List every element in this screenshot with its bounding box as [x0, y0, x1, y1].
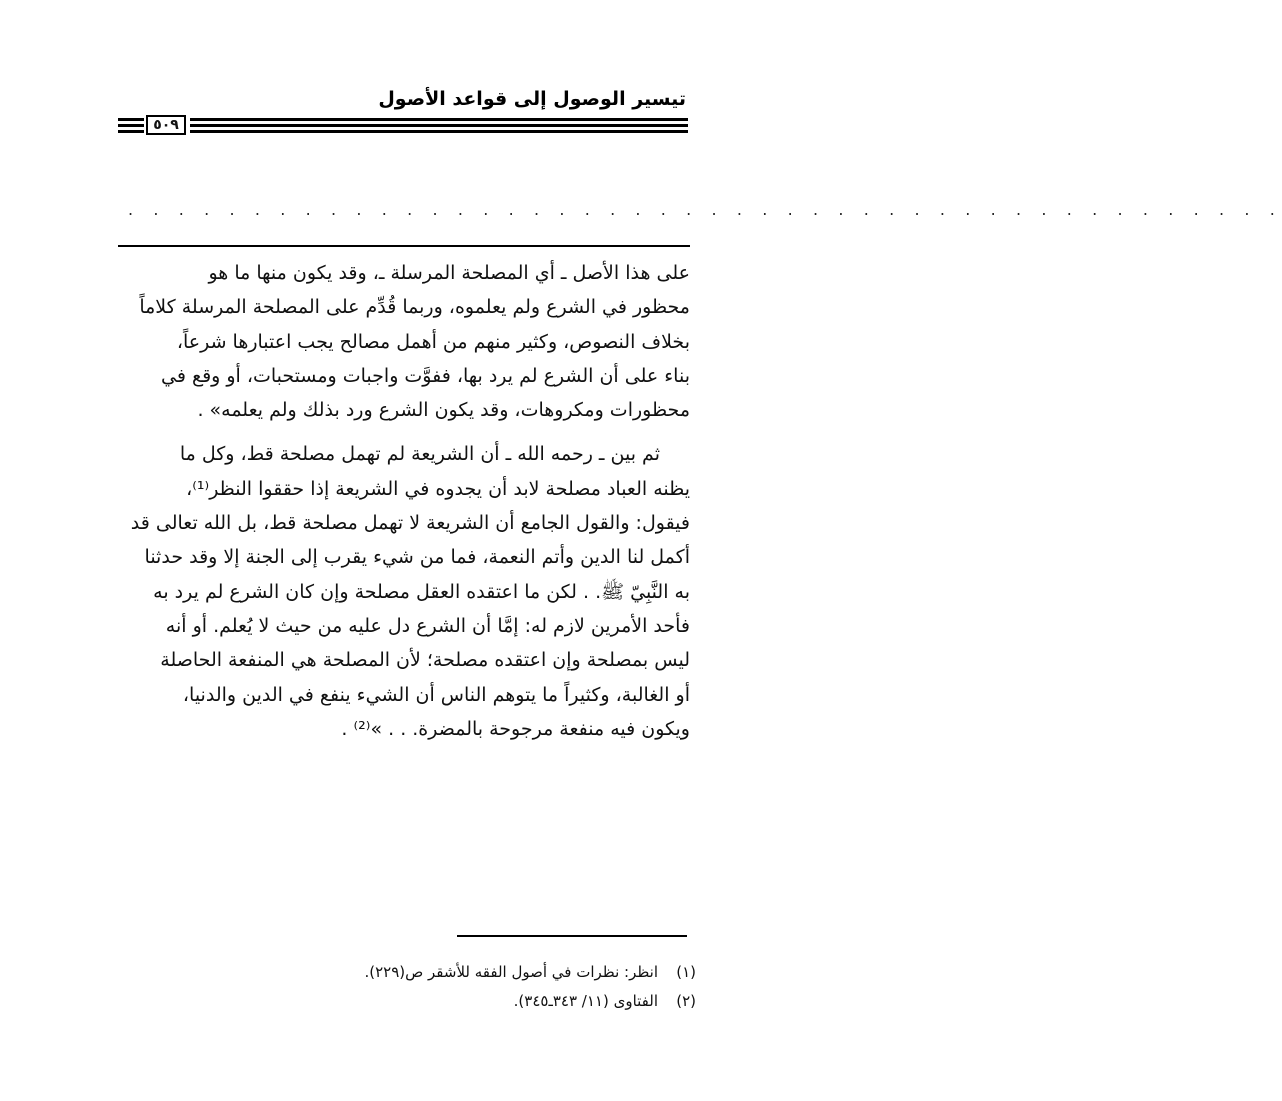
footnote-text: الفتاوى (١١/ ٣٤٣ـ٣٤٥). — [513, 992, 658, 1010]
text-line: فأحد الأمرين لازم له: إمَّا أن الشرع دل عليه من حيث لا يُعلم. أو أنه — [165, 614, 690, 637]
text-line: أكمل لنا الدين وأتم النعمة، فما من شيء يقرب إلى الجنة إلا وقد حدثنا — [144, 546, 690, 569]
paragraph-quote-continuation — [118, 256, 690, 427]
text-line: على هذا الأصل ـ أي المصلحة المرسلة ـ، وقد يكون منها ما هو — [208, 262, 690, 284]
text-line: ليس بمصلحة وإن اعتقده مصلحة؛ لأن المصلحة هي المنفعة الحاصلة — [160, 649, 690, 672]
footnote-number: (٢) — [676, 992, 696, 1010]
page-number: ٥٠٩ — [146, 115, 186, 135]
text-line: يظنه العباد مصلحة لابد أن يجدوه في الشريعة إذا حققوا النظر⁽¹⁾، — [186, 477, 690, 500]
header-rule — [190, 124, 688, 127]
footnote — [118, 958, 696, 987]
text-line: بناء على أن الشرع لم يرد بها، ففوَّت واجبات ومستحبات، أو وقع في — [161, 364, 690, 387]
text-line: أو الغالبة، وكثيراً ما يتوهم الناس أن الشيء ينفع في الدين والدنيا، — [182, 683, 690, 706]
header-rule — [118, 130, 144, 133]
text-line: بخلاف النصوص، وكثير منهم من أهمل مصالح يجب اعتبارها شرعاً، — [176, 330, 690, 353]
text-line: فيقول: والقول الجامع أن الشريعة لا تهمل مصلحة قط، بل الله تعالى قد — [130, 512, 690, 535]
header-rule — [118, 124, 144, 127]
header-rule — [190, 118, 688, 121]
text-line: محظورات ومكروهات، وقد يكون الشرع ورد بذلك ولم يعلمه» . — [197, 399, 690, 422]
paragraph-explanation — [118, 437, 690, 746]
header-rule — [118, 118, 144, 121]
footnote — [118, 987, 696, 1016]
running-header-title: تيسير الوصول إلى قواعد الأصول — [378, 88, 686, 110]
text-line: ثم بين ـ رحمه الله ـ أن الشريعة لم تهمل مصلحة قط، وكل ما — [179, 443, 660, 466]
footnotes — [118, 958, 696, 1016]
header-rule — [190, 130, 688, 133]
body-text — [118, 256, 690, 746]
footnote-number: (١) — [676, 963, 696, 981]
ellipsis-dots: . . . . . . . . . . . . . . . . . . . . . . . . . . . . . . . . . . . . . . . . . . . . . . — [128, 200, 1282, 219]
section-separator — [118, 245, 690, 247]
text-line: ويكون فيه منفعة مرجوحة بالمضرة. . . »⁽²⁾ . — [341, 717, 690, 740]
footnote-text: انظر: نظرات في أصول الفقه للأشقر ص(٢٢٩). — [364, 963, 658, 981]
text-line: به النَّبِيّ ﷺ. . لكن ما اعتقده العقل مصلحة وإن كان الشرع لم يرد به — [153, 580, 690, 603]
text-line: محظور في الشرع ولم يعلموه، وربما قُدِّم على المصلحة المرسلة كلاماً — [139, 296, 690, 319]
footnote-rule — [457, 935, 687, 937]
